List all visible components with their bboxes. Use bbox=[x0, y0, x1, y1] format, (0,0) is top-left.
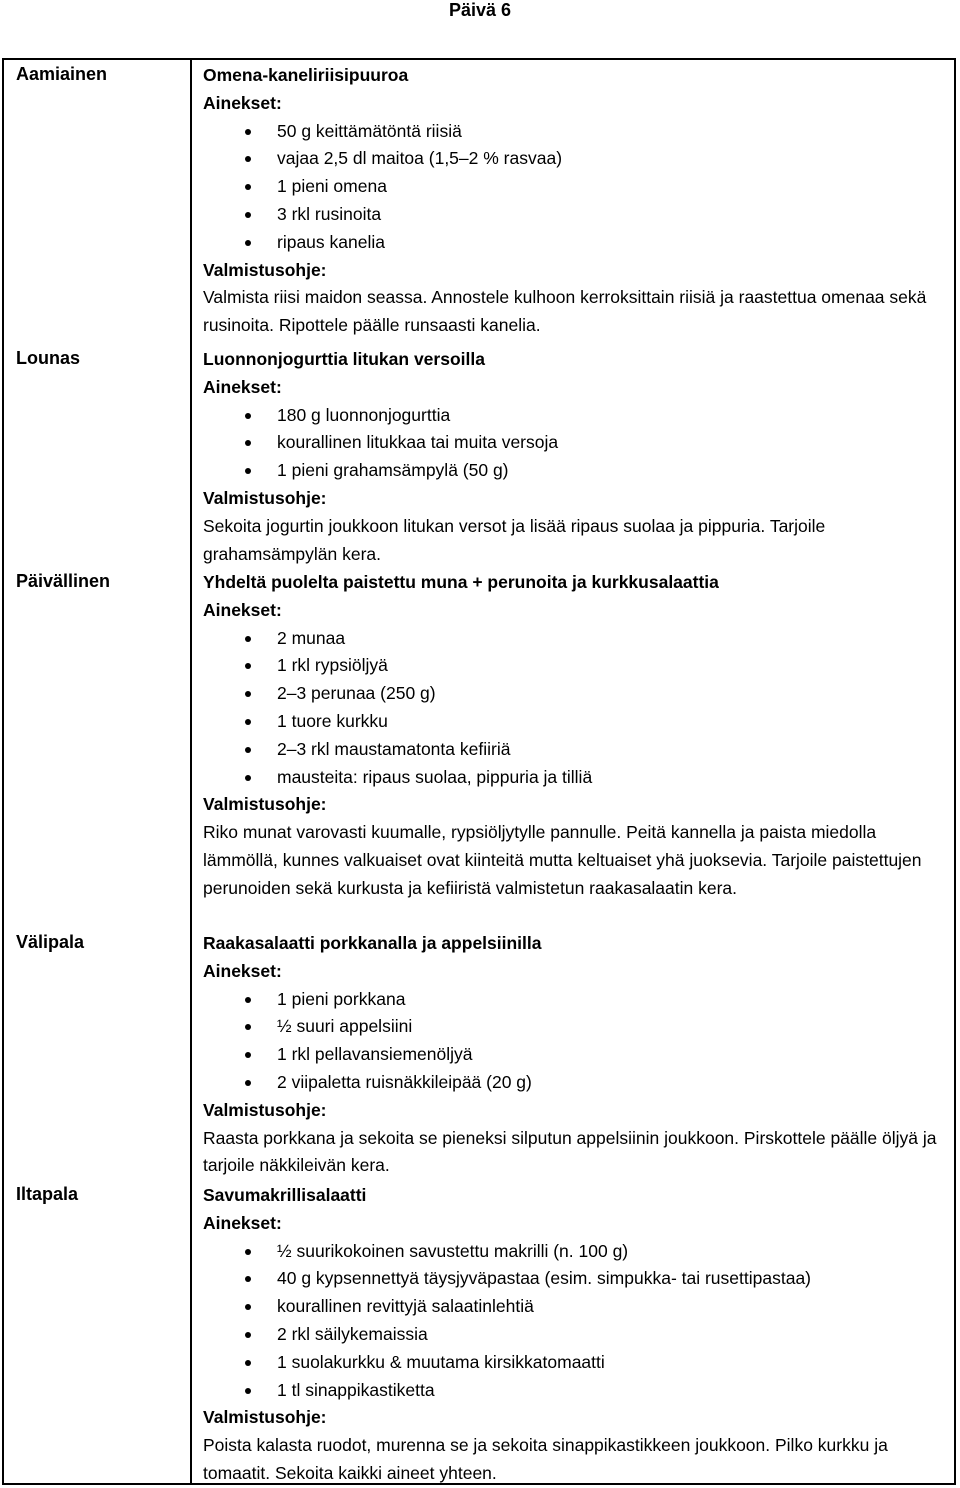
bullet-icon bbox=[245, 1052, 251, 1058]
recipe-lunch bbox=[203, 346, 953, 568]
bullet-icon bbox=[245, 1080, 251, 1086]
ingredient-item: 40 g kypsennettyä täysjyväpastaa (esim. simpukka- tai rusettipastaa) bbox=[203, 1265, 953, 1293]
bullet-icon bbox=[245, 719, 251, 725]
ingredient-item: ½ suurikokoinen savustettu makrilli (n. 100 g) bbox=[203, 1238, 953, 1266]
ingredient-item: 1 pieni grahamsämpylä (50 g) bbox=[203, 457, 953, 485]
bullet-icon bbox=[245, 413, 251, 419]
bullet-icon bbox=[245, 1388, 251, 1394]
bullet-icon bbox=[245, 663, 251, 669]
ingredient-item: 1 suolakurkku & muutama kirsikkatomaatti bbox=[203, 1349, 953, 1377]
meal-label-lunch: Lounas bbox=[16, 348, 81, 368]
recipe-title: Savumakrillisalaatti bbox=[203, 1185, 367, 1205]
bullet-icon bbox=[245, 997, 251, 1003]
recipe-title: Omena-kaneliriisipuuroa bbox=[203, 65, 409, 85]
ingredient-item: 50 g keittämätöntä riisiä bbox=[203, 118, 953, 146]
ingredient-item: 2–3 rkl maustamatonta kefiiriä bbox=[203, 736, 953, 764]
ingredient-item: 1 tl sinappikastiketta bbox=[203, 1377, 953, 1405]
bullet-icon bbox=[245, 184, 251, 190]
ingredients-heading: Ainekset: bbox=[203, 1212, 282, 1233]
instructions-text: Riko munat varovasti kuumalle, rypsiöljytylle pannulle. Peitä kannella ja paista miedolla lämmöllä, kunnes valkuaiset ovat kiinteitä mutta keltuaiset yhä juoksevia. Tarjoile paistettujen perunoiden sekä kurkusta ja kefiiristä valmistetun raakasalaatin kera. bbox=[203, 822, 922, 898]
bullet-icon bbox=[245, 440, 251, 446]
bullet-icon bbox=[245, 129, 251, 135]
recipe-title: Raakasalaatti porkkanalla ja appelsiinilla bbox=[203, 933, 542, 953]
instructions-heading: Valmistusohje: bbox=[203, 794, 327, 815]
ingredient-item: 180 g luonnonjogurttia bbox=[203, 402, 953, 430]
ingredient-item: ripaus kanelia bbox=[203, 229, 953, 257]
bullet-icon bbox=[245, 1360, 251, 1366]
column-divider bbox=[190, 60, 192, 1483]
bullet-icon bbox=[245, 1304, 251, 1310]
recipe-snack bbox=[203, 930, 953, 1180]
ingredient-item: kourallinen revittyjä salaatinlehtiä bbox=[203, 1293, 953, 1321]
meal-label-snack: Välipala bbox=[16, 932, 85, 952]
instructions-text: Raasta porkkana ja sekoita se pieneksi silputun appelsiinin joukkoon. Pirskottele päälle öljyä ja tarjoile näkkileivän kera. bbox=[203, 1127, 937, 1176]
ingredient-item: 2 rkl säilykemaissia bbox=[203, 1321, 953, 1349]
recipe-breakfast bbox=[203, 62, 953, 340]
bullet-icon bbox=[245, 468, 251, 474]
meal-label-dinner: Päivällinen bbox=[16, 571, 111, 591]
instructions-heading: Valmistusohje: bbox=[203, 1099, 327, 1120]
ingredient-item: mausteita: ripaus suolaa, pippuria ja tilliä bbox=[203, 764, 953, 792]
recipe-dinner bbox=[203, 569, 953, 903]
ingredient-item: 1 pieni omena bbox=[203, 173, 953, 201]
instructions-heading: Valmistusohje: bbox=[203, 487, 327, 508]
instructions-text: Sekoita jogurtin joukkoon litukan versot ja lisää ripaus suolaa ja pippuria. Tarjoile grahamsämpylän kera. bbox=[203, 515, 826, 564]
ingredient-item: 2 viipaletta ruisnäkkileipää (20 g) bbox=[203, 1069, 953, 1097]
bullet-icon bbox=[245, 212, 251, 218]
ingredient-item: 1 rkl rypsiöljyä bbox=[203, 652, 953, 680]
bullet-icon bbox=[245, 1249, 251, 1255]
bullet-icon bbox=[245, 1024, 251, 1030]
recipe-evening-snack bbox=[203, 1182, 953, 1488]
ingredient-item: 1 rkl pellavansiemenöljyä bbox=[203, 1041, 953, 1069]
bullet-icon bbox=[245, 240, 251, 246]
bullet-icon bbox=[245, 691, 251, 697]
bullet-icon bbox=[245, 1276, 251, 1282]
ingredient-item: 2 munaa bbox=[203, 625, 953, 653]
bullet-icon bbox=[245, 1332, 251, 1338]
ingredients-heading: Ainekset: bbox=[203, 376, 282, 397]
ingredient-item: 1 pieni porkkana bbox=[203, 986, 953, 1014]
bullet-icon bbox=[245, 636, 251, 642]
ingredients-heading: Ainekset: bbox=[203, 960, 282, 981]
ingredient-item: 2–3 perunaa (250 g) bbox=[203, 680, 953, 708]
ingredients-heading: Ainekset: bbox=[203, 92, 282, 113]
recipe-title: Yhdeltä puolelta paistettu muna + perunoita ja kurkkusalaattia bbox=[203, 572, 719, 592]
meal-plan-table bbox=[2, 58, 956, 1485]
instructions-heading: Valmistusohje: bbox=[203, 1407, 327, 1428]
instructions-text: Valmista riisi maidon seassa. Annostele kulhoon kerroksittain riisiä ja raastettua omenaa sekä rusinoita. Ripottele päälle runsaasti kanelia. bbox=[203, 287, 927, 336]
ingredient-item: vajaa 2,5 dl maitoa (1,5–2 % rasvaa) bbox=[203, 145, 953, 173]
bullet-icon bbox=[245, 747, 251, 753]
recipe-title: Luonnonjogurttia litukan versoilla bbox=[203, 349, 485, 369]
ingredient-item: 1 tuore kurkku bbox=[203, 708, 953, 736]
bullet-icon bbox=[245, 775, 251, 781]
page-title: Päivä 6 bbox=[448, 0, 512, 20]
instructions-text: Poista kalasta ruodot, murenna se ja sekoita sinappikastikkeen joukkoon. Pilko kurkku ja tomaatit. Sekoita kaikki aineet yhteen. bbox=[203, 1435, 888, 1483]
ingredients-heading: Ainekset: bbox=[203, 599, 282, 620]
ingredient-item: kourallinen litukkaa tai muita versoja bbox=[203, 429, 953, 457]
instructions-heading: Valmistusohje: bbox=[203, 259, 327, 280]
ingredient-item: 3 rkl rusinoita bbox=[203, 201, 953, 229]
meal-label-evening-snack: Iltapala bbox=[16, 1184, 79, 1204]
meal-label-breakfast: Aamiainen bbox=[16, 64, 108, 84]
bullet-icon bbox=[245, 156, 251, 162]
ingredient-item: ½ suuri appelsiini bbox=[203, 1013, 953, 1041]
